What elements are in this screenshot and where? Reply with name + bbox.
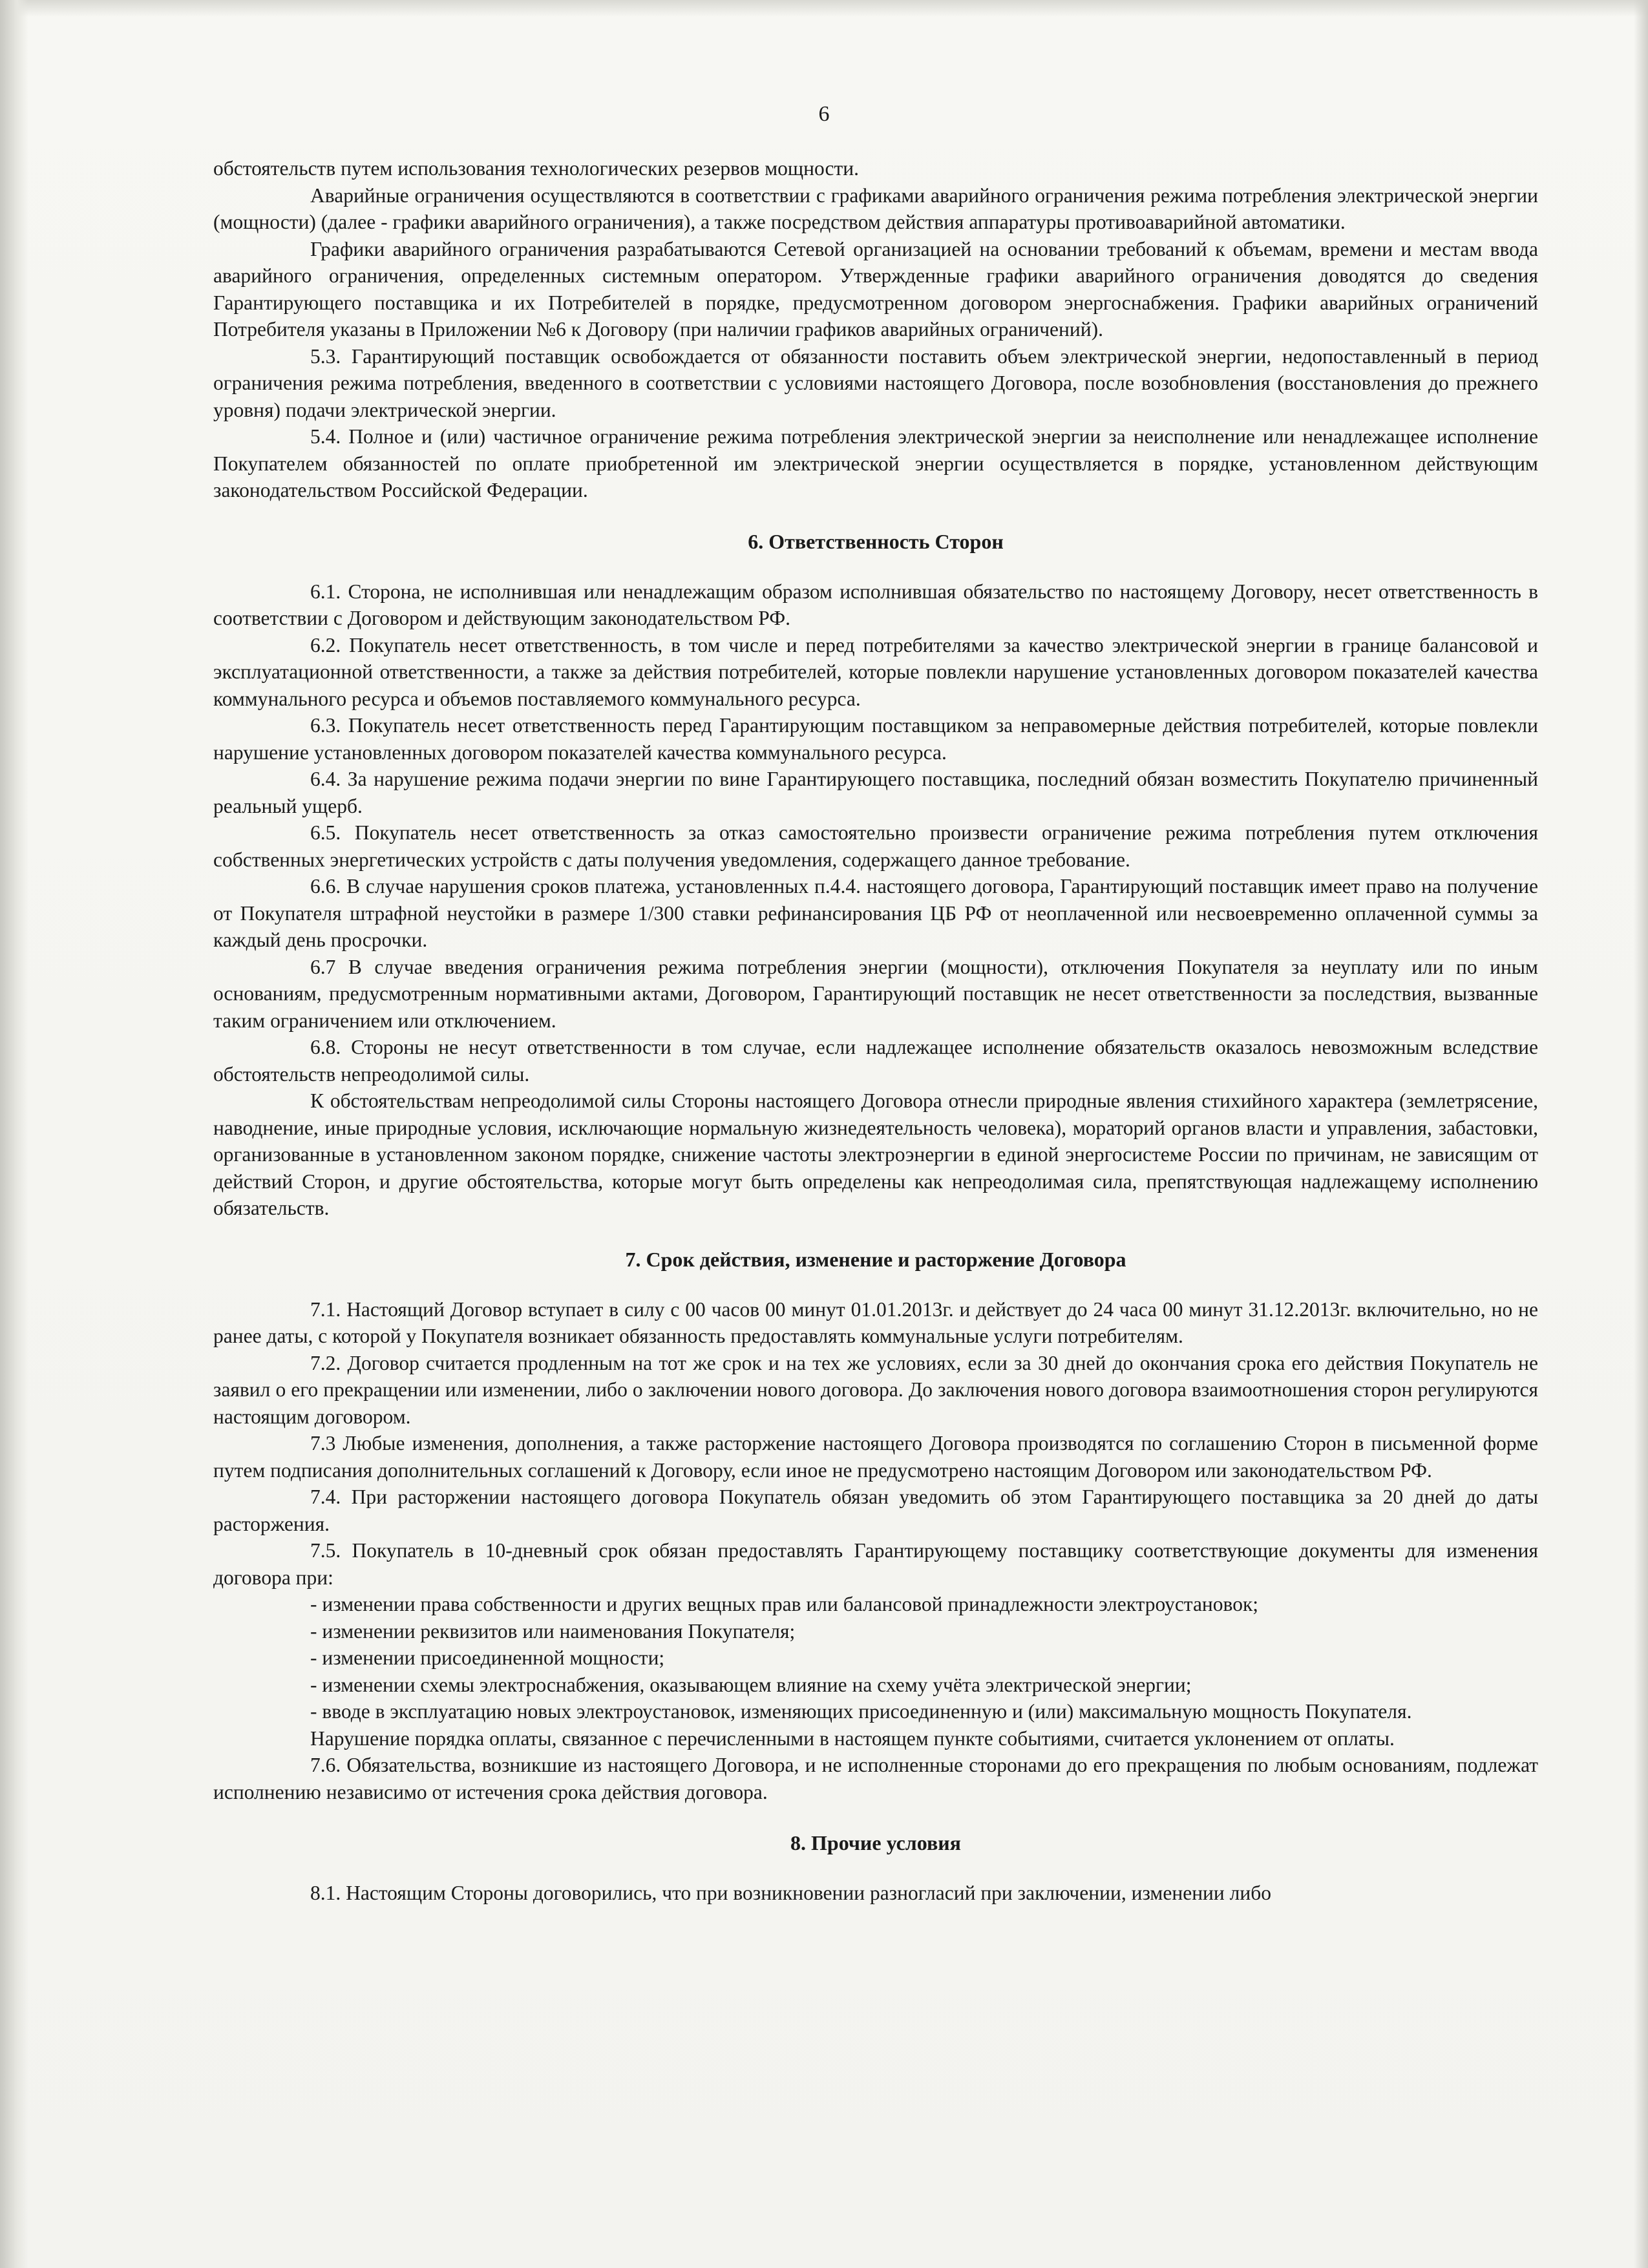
list-item: - изменении присоединенной мощности;	[213, 1644, 1538, 1672]
scan-shadow-right	[1634, 0, 1648, 2268]
clause-5-3: 5.3. Гарантирующий поставщик освобождается от обязанности поставить объем электрической энергии, недопоставленный в период ограничения режима потребления, введенного в соответствии с условиями настоящего Договора, после возобновления (восстановления до прежнего уровня) подачи электрической энергии.	[213, 344, 1538, 421]
paragraph: Аварийные ограничения осуществляются в соответствии с графиками аварийного ограничения режима потребления электрической энергии (мощности) (далее - графики аварийного ограничения), а также посредством действия аппаратуры противоаварийной автоматики.	[213, 184, 1538, 233]
clause-6-2: 6.2. Покупатель несет ответственность, в том числе и перед потребителями за качество электрической энергии в границе балансовой и эксплуатационной ответственности, а также за действия потребителей, которые повлекли нарушение установленных договором показателей качества коммунального ресурса и объемов поставляемого коммунального ресурса.	[213, 633, 1538, 710]
section-8-heading: 8. Прочие условия	[790, 1831, 961, 1854]
list-item: - вводе в эксплуатацию новых электроустановок, изменяющих присоединенную и (или) максимальную мощность Покупателя.	[213, 1698, 1538, 1725]
clause-6-5: 6.5. Покупатель несет ответственность за отказ самостоятельно произвести ограничение режима потребления путем отключения собственных энергетических устройств с даты получения уведомления, содержащего данное требование.	[213, 821, 1538, 871]
document-body	[213, 155, 1538, 1907]
scan-shadow-top	[0, 0, 1648, 17]
clause-5-4: 5.4. Полное и (или) частичное ограничение режима потребления электрической энергии за неисполнение или ненадлежащее исполнение Покупателем обязанностей по оплате приобретенной им электрической энергии осуществляется в порядке, установленном действующим законодательством Российской Федерации.	[213, 425, 1538, 501]
clause-7-1: 7.1. Настоящий Договор вступает в силу с 00 часов 00 минут 01.01.2013г. и действует до 24 часа 00 минут 31.12.2013г. включительно, но не ранее даты, с которой у Покупателя возникает обязанность предоставлять коммунальные услуги потребителям.	[213, 1297, 1538, 1347]
clause-6-3: 6.3. Покупатель несет ответственность перед Гарантирующим поставщиком за неправомерные действия потребителей, которые повлекли нарушение установленных договором показателей качества коммунального ресурса.	[213, 714, 1538, 764]
change-conditions-list	[213, 1591, 1538, 1725]
clause-7-4: 7.4. При расторжении настоящего договора Покупатель обязан уведомить об этом Гарантирующего поставщика за 20 дней до даты расторжения.	[213, 1486, 1538, 1535]
clause-7-6: 7.6. Обязательства, возникшие из настоящего Договора, и не исполненные сторонами до его прекращения по любым основаниям, подлежат исполнению независимо от истечения срока действия договора.	[213, 1754, 1538, 1803]
scan-shadow-left	[0, 0, 28, 2268]
paragraph: обстоятельств путем использования технологических резервов мощности.	[213, 157, 860, 180]
clause-6-1: 6.1. Сторона, не исполнившая или ненадлежащим образом исполнившая обязательство по настоящему Договору, несет ответственность в соответствии с Договором и действующим законодательством РФ.	[213, 580, 1538, 629]
list-item: - изменении права собственности и других вещных прав или балансовой принадлежности электроустановок;	[213, 1591, 1538, 1618]
paragraph: Нарушение порядка оплаты, связанное с перечисленными в настоящем пункте событиями, считается уклонением от оплаты.	[310, 1727, 1395, 1750]
section-7-heading: 7. Срок действия, изменение и расторжение Договора	[625, 1247, 1126, 1271]
list-item: - изменении реквизитов или наименования Покупателя;	[213, 1618, 1538, 1645]
clause-7-5: 7.5. Покупатель в 10-дневный срок обязан предоставлять Гарантирующему поставщику соответствующие документы для изменения договора при:	[213, 1539, 1538, 1589]
clause-6-4: 6.4. За нарушение режима подачи энергии по вине Гарантирующего поставщика, последний обязан возместить Покупателю причиненный реальный ущерб.	[213, 768, 1538, 817]
clause-7-2: 7.2. Договор считается продленным на тот же срок и на тех же условиях, если за 30 дней до окончания срока его действия Покупатель не заявил о его прекращении или изменении, либо о заключении нового договора. До заключения нового договора взаимоотношения сторон регулируются настоящим договором.	[213, 1351, 1538, 1428]
page-number: 6	[818, 102, 830, 126]
clause-6-7: 6.7 В случае введения ограничения режима потребления энергии (мощности), отключения Покупателя за неуплату или по иным основаниям, предусмотренным нормативными актами, Договором, Гарантирующий поставщик не несет ответственности за последствия, вызванные таким ограничением или отключением.	[213, 955, 1538, 1032]
paragraph: Графики аварийного ограничения разрабатываются Сетевой организацией на основании требований к объемам, времени и местам ввода аварийного ограничения, определенных системным оператором. Утвержденные графики аварийного ограничения доводятся до сведения Гарантирующего поставщика и их Потребителей в порядке, предусмотренном договором энергоснабжения. Графики аварийных ограничений Потребителя указаны в Приложении №6 к Договору (при наличии графиков аварийных ограничений).	[213, 237, 1538, 341]
clause-6-8: 6.8. Стороны не несут ответственности в том случае, если надлежащее исполнение обязательств оказалось невозможным вследствие обстоятельств непреодолимой силы.	[213, 1036, 1538, 1086]
clause-7-3: 7.3 Любые изменения, дополнения, а также расторжение настоящего Договора производятся по соглашению Сторон в письменной форме путем подписания дополнительных соглашений к Договору, если иное не предусмотрено настоящим Договором или законодательством РФ.	[213, 1432, 1538, 1482]
section-6-heading: 6. Ответственность Сторон	[748, 529, 1004, 553]
paragraph-force-majeure: К обстоятельствам непреодолимой силы Стороны настоящего Договора отнесли природные явления стихийного характера (землетрясение, наводнение, иные природные условия, исключающие нормальную жизнедеятельность человека), мораторий органов власти и управления, забастовки, организованные в установленном законом порядке, снижение частоты электроэнергии в единой энергосистеме России по причинам, не зависящим от действий Сторон, и другие обстоятельства, которые могут быть определены как непреодолимая сила, препятствующая надлежащему исполнению обязательств.	[213, 1089, 1538, 1219]
clause-6-6: 6.6. В случае нарушения сроков платежа, установленных п.4.4. настоящего договора, Гарантирующий поставщик имеет право на получение от Покупателя штрафной неустойки в размере 1/300 ставки рефинансирования ЦБ РФ от неоплаченной или несвоевременно оплаченной суммы за каждый день просрочки.	[213, 875, 1538, 951]
clause-8-1: 8.1. Настоящим Стороны договорились, что при возникновении разногласий при заключении, изменении либо	[310, 1882, 1271, 1904]
list-item: - изменении схемы электроснабжения, оказывающем влияние на схему учёта электрической энергии;	[213, 1672, 1538, 1699]
